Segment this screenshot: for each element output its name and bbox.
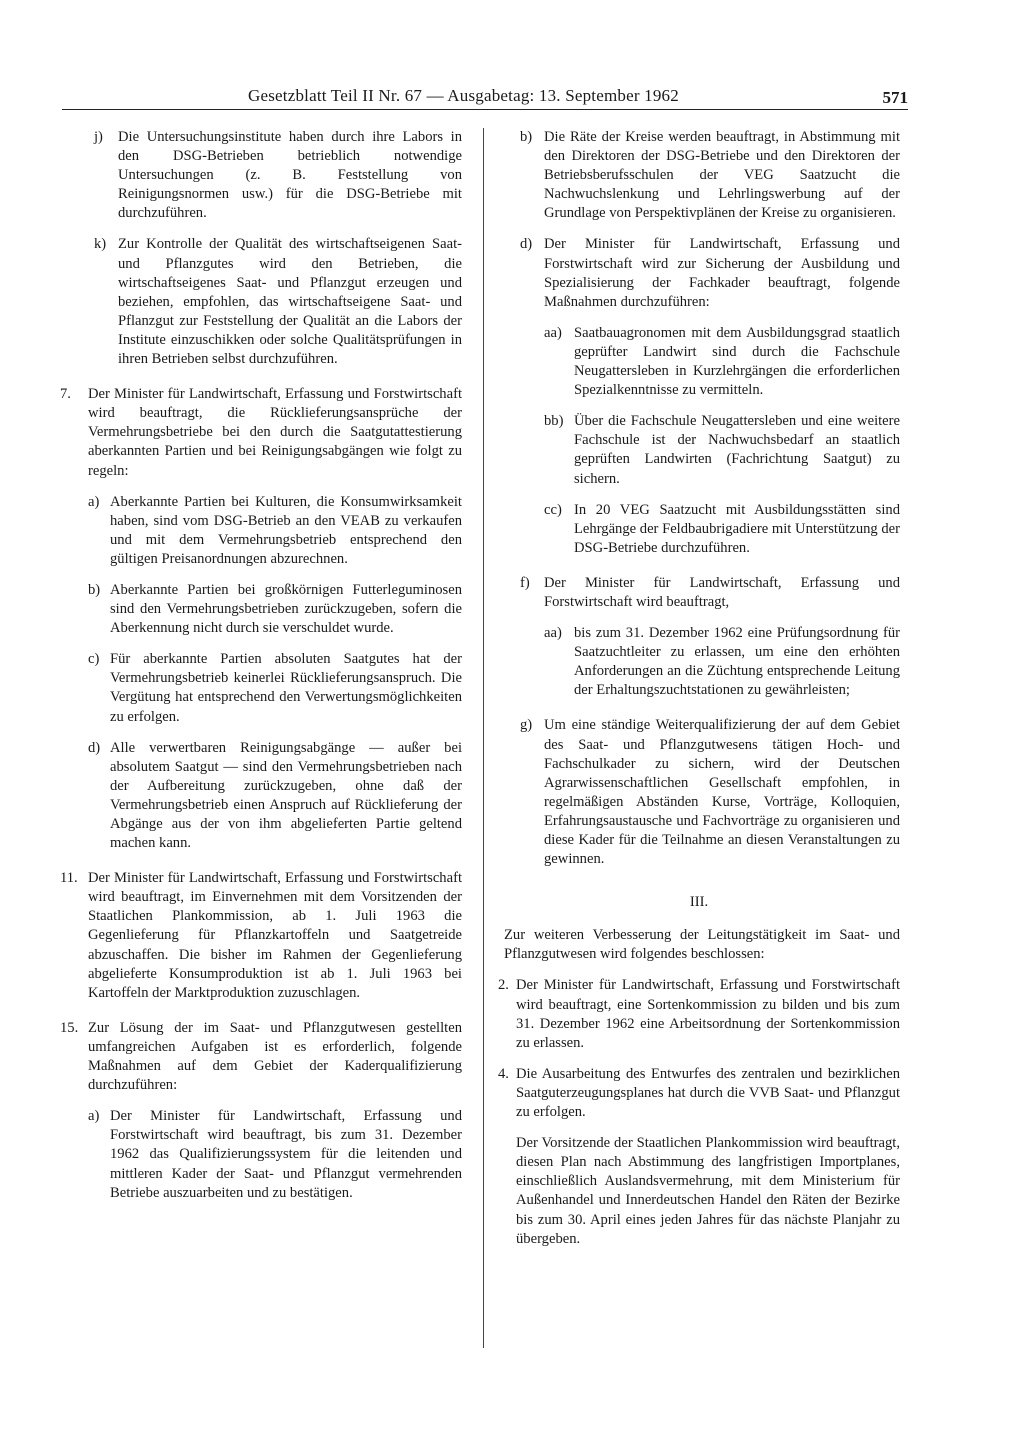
clause-d-aa — [544, 324, 900, 400]
item-7 — [60, 385, 462, 480]
clause-marker: b) — [88, 581, 101, 598]
clause-marker: k) — [94, 236, 107, 253]
clause-text: Alle verwertbaren Reinigungsabgänge — außer bei absolutem Saatgut — sind den Vermehrungsbetrieben nach der Aufbereitung zurückzugeben, ohne daß der Vermehrungsbetrieb einen Anspruch auf Rücklieferung der Abgänge aus der von ihm abgelieferten Partie geltend machen kann. — [110, 739, 462, 852]
item-2 — [498, 976, 900, 1052]
clause-g — [520, 716, 900, 869]
item-marker: 7. — [60, 386, 71, 403]
item-text: Die Ausarbeitung des Entwurfes des zentralen und bezirklichen Saatguterzeugungsplanes hat durch die VVB Saat- und Pflanzgut zu erfolgen. — [516, 1065, 900, 1121]
item-marker: 15. — [60, 1019, 79, 1036]
clause-text: Die Untersuchungsinstitute haben durch ihre Labors in den DSG-Betrieben betrieblich notwendige Untersuchungen (z. B. Feststellung von Reinigungsnormen usw.) für die DSG-Betriebe mit durchzuführen. — [118, 129, 462, 222]
clause-marker: a) — [88, 493, 100, 510]
clause-marker: d) — [520, 236, 533, 253]
subclause-marker: aa) — [544, 324, 562, 341]
right-column — [498, 128, 900, 1249]
subclause-marker: cc) — [544, 501, 562, 518]
item-11 — [60, 869, 462, 1003]
item-4 — [498, 1065, 900, 1122]
item-text: Der Minister für Landwirtschaft, Erfassung und Forstwirtschaft wird beauftragt, die Rücklieferungsansprüche der Vermehrungsbetriebe bei den durch die Saatgutattestierung aberkannten Partien und bei Reinigungsabgängen wie folgt zu regeln: — [88, 386, 462, 479]
column-divider — [483, 128, 484, 1348]
item-text: Zur Lösung der im Saat- und Pflanzgutwesen gestellten umfangreichen Aufgaben ist es erforderlich, folgende Maßnahmen auf dem Gebiet der Kaderqualifizierung durchzuführen: — [88, 1019, 462, 1094]
item-marker: 2. — [498, 977, 509, 994]
item-15 — [60, 1019, 462, 1095]
clause-text: Aberkannte Partien bei großkörnigen Futterleguminosen sind den Vermehrungsbetrieben zurückzugeben, sofern die Aberkennung nicht durch sie verschuldet wurde. — [110, 581, 462, 637]
clause-text: Der Minister für Landwirtschaft, Erfassung und Forstwirtschaft wird zur Sicherung der Ausbildung und Spezialisierung der Fachkader beauftragt, folgende Maßnahmen durchzuführen: — [544, 236, 900, 310]
subclause-text: In 20 VEG Saatzucht mit Ausbildungsstätten sind Lehrgänge der Feldbaubrigadiere mit Unterstützung der DSG-Betriebe durchzuführen. — [574, 501, 900, 556]
subclause-marker: bb) — [544, 413, 564, 430]
item-7-b — [88, 581, 462, 638]
clause-text: Der Minister für Landwirtschaft, Erfassung und Forstwirtschaft wird beauftragt, — [544, 574, 900, 610]
final-paragraph: Der Vorsitzende der Staatlichen Plankommission wird beauftragt, diesen Plan nach Abstimmung des langfristigen Importplanes, einschließlich Auslandsvermehrung, mit dem Ministerium für Außenhandel und Innerdeutschen Handel den Räten der Bezirke bis zum 30. April eines jeden Jahres für das nächste Planjahr zu übergeben. — [516, 1135, 900, 1247]
item-text: Der Minister für Landwirtschaft, Erfassung und Forstwirtschaft wird beauftragt, eine Sortenkommission zu bilden und bis zum 31. Dezember 1962 eine Arbeitsordnung der Sortenkommission zu erlassen. — [516, 977, 900, 1051]
clause-d — [520, 235, 900, 311]
header-rule — [62, 109, 908, 110]
subclause-marker: aa) — [544, 625, 562, 642]
clause-d-cc — [544, 501, 900, 558]
page-number: 571 — [882, 88, 908, 107]
subclause-text: bis zum 31. Dezember 1962 eine Prüfungsordnung für Saatzuchtleiter zu erlassen, um eine den erhöhten Anforderungen an die Züchtung entsprechende Leitung der Erhaltungszuchtstationen zu gewährleisten; — [574, 625, 900, 699]
clause-text: Die Räte der Kreise werden beauftragt, in Abstimmung mit den Direktoren der DSG-Betriebe und den Direktoren der Betriebsberufsschulen der VEG Saatzucht die Nachwuchslenkung und Lehrlingswerbung auf der Grundlage von Perspektivplänen der Kreise zu organisieren. — [544, 129, 900, 222]
clause-marker: f) — [520, 574, 530, 591]
clause-f-aa — [544, 624, 900, 700]
item-7-a — [88, 493, 462, 569]
header-title: Gesetzblatt Teil II Nr. 67 — Ausgabetag: 13. September 1962 — [248, 86, 679, 105]
clause-marker: g) — [520, 717, 533, 734]
clause-text: Zur Kontrolle der Qualität des wirtschaftseigenen Saat- und Pflanzgutes wird den Betrieben, die wirtschaftseigenes Saat- und Pflanzgut erzeugen und beziehen, empfohlen, das wirtschaftseigene Saat- und Pflanzgut zur Feststellung der Qualität an die Labors der Institute einzuschikken oder solche Qualitätsprüfungen in ihren Betrieben selbst durchzuführen. — [118, 236, 462, 368]
subclause-text: Über die Fachschule Neugattersleben und eine weitere Fachschule ist der Nachwuchsbedarf an staatlich geprüften Landwirten (Fachrichtung Saatgut) zu sichern. — [574, 413, 900, 487]
clause-text: Aberkannte Partien bei Kulturen, die Konsumwirksamkeit haben, sind vom DSG-Betrieb an den VEAB zu verkaufen und mit dem Vermehrungsbetrieb entsprechend den gültigen Preisanordnungen abzurechnen. — [110, 493, 462, 567]
clause-j — [94, 128, 462, 223]
subclause-text: Saatbauagronomen mit dem Ausbildungsgrad staatlich geprüfter Landwirt sind durch die Fachschule Neugattersleben in Kurzlehrgängen die erforderlichen Spezialkenntnisse zu vermitteln. — [574, 324, 900, 399]
section-heading: III. — [689, 894, 709, 911]
clause-marker: j) — [94, 129, 103, 145]
section-intro: Zur weiteren Verbesserung der Leitungstätigkeit im Saat- und Pflanzgutwesen wird folgendes beschlossen: — [504, 927, 900, 963]
clause-marker: a) — [88, 1108, 100, 1125]
clause-k — [94, 235, 462, 369]
clause-marker: c) — [88, 651, 100, 668]
clause-text: Um eine ständige Weiterqualifizierung der auf dem Gebiet des Saat- und Pflanzgutwesens tätigen Hoch- und Fachschulkader zu sichern, wird der Deutschen Agrarwissenschaftlichen Gesellschaft empfohlen, in regelmäßigen Abständen Kurse, Vorträge, Kolloquien, Erfahrungsaustausche und Fachvorträge zu organisieren und diese Kader für die Teilnahme an diesen Veranstaltungen zu gewinnen. — [544, 717, 900, 868]
clause-text: Für aberkannte Partien absoluten Saatgutes hat der Vermehrungsbetrieb keinerlei Rücklieferungsanspruch. Die Vergütung hat entsprechend den Verwertungsmöglichkeiten zu erfolgen. — [110, 651, 462, 725]
item-7-d — [88, 739, 462, 854]
item-marker: 11. — [60, 870, 78, 887]
clause-f — [520, 574, 900, 612]
left-column — [60, 128, 462, 1203]
item-7-c — [88, 650, 462, 726]
clause-marker: d) — [88, 739, 101, 756]
clause-text: Der Minister für Landwirtschaft, Erfassung und Forstwirtschaft wird beauftragt, bis zum 31. Dezember 1962 das Qualifizierungssystem für die leitenden und mittleren Kader der Saat- und Pflanzgut vermehrenden Betriebe auszuarbeiten und zu bestätigen. — [110, 1108, 462, 1201]
clause-d-bb — [544, 412, 900, 488]
item-15-a — [88, 1107, 462, 1202]
clause-b — [520, 128, 900, 223]
item-marker: 4. — [498, 1065, 509, 1082]
clause-marker: b) — [520, 129, 533, 145]
item-text: Der Minister für Landwirtschaft, Erfassung und Forstwirtschaft wird beauftragt, im Einvernehmen mit dem Vorsitzenden der Staatlichen Plankommission, ab 1. Juli 1963 die Gegenlieferung für Pflanzkartoffeln und Saatgetreide abzuschaffen. Die bisher im Rahmen der Gegenlieferung abgelieferte Konsumproduktion ist ab 1. Juli 1963 bei Kartoffeln der Marktproduktion zuzuschlagen. — [88, 870, 462, 1001]
